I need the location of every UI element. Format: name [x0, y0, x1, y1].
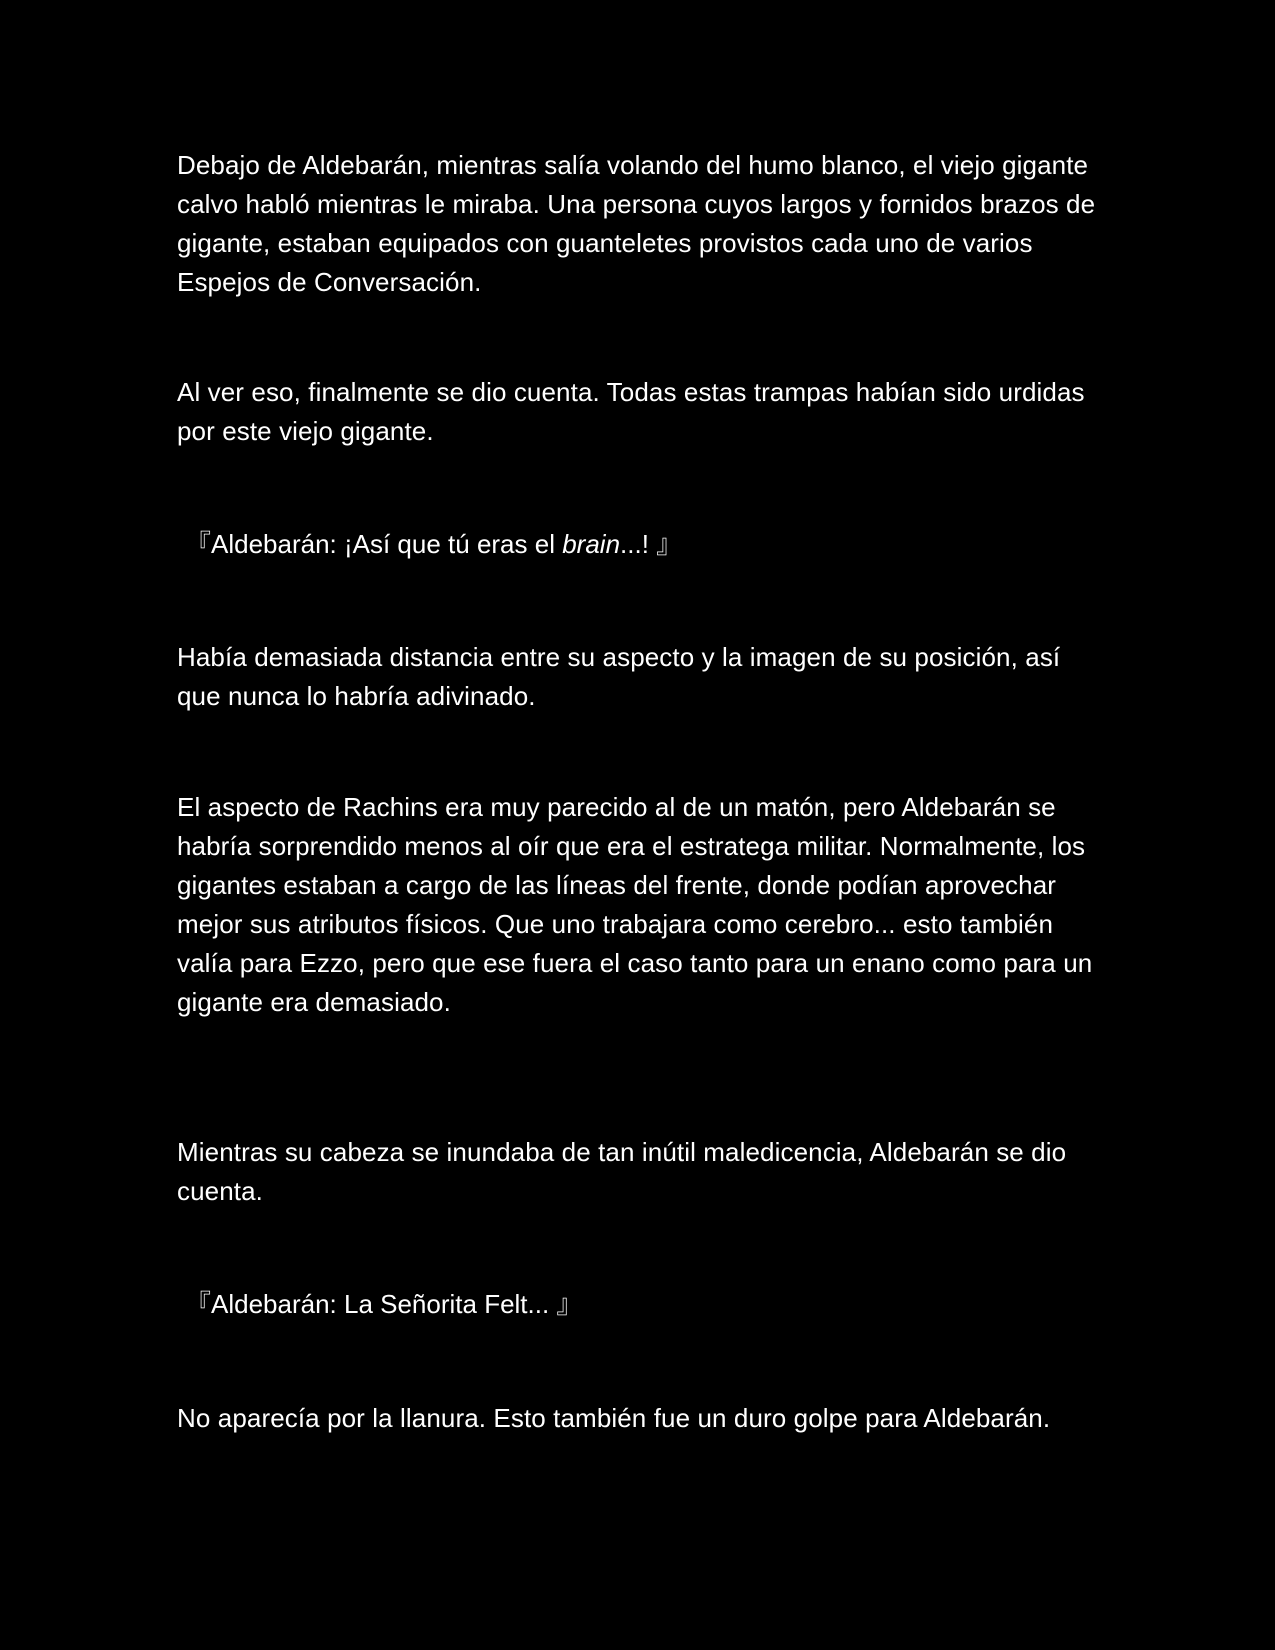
dialogue-1-italic: brain [562, 529, 621, 559]
paragraph-3: Había demasiada distancia entre su aspecto y la imagen de su posición, así que nunca lo habría adivinado. [177, 642, 1061, 711]
dialogue-line-1 [185, 525, 682, 564]
paragraph-6: No aparecía por la llanura. Esto también fue un duro golpe para Aldebarán. [177, 1403, 1051, 1433]
dialogue-1-close: ...! 』 [620, 529, 683, 559]
dialogue-1-open: 『Aldebarán: ¡Así que tú eras el [185, 529, 563, 559]
paragraph-2: Al ver eso, finalmente se dio cuenta. Todas estas trampas habían sido urdidas por este viejo gigante. [177, 377, 1085, 446]
paragraph-1: Debajo de Aldebarán, mientras salía volando del humo blanco, el viejo gigante calvo habló mientras le miraba. Una persona cuyos largos y fornidos brazos de gigante, estaban equipados con guanteletes provistos cada uno de varios Espejos de Conversación. [177, 150, 1096, 297]
dialogue-line-2: 『Aldebarán: La Señorita Felt... 』 [185, 1289, 583, 1319]
paragraph-5: Mientras su cabeza se inundaba de tan inútil maledicencia, Aldebarán se dio cuenta. [177, 1137, 1067, 1206]
paragraph-4: El aspecto de Rachins era muy parecido al de un matón, pero Aldebarán se habría sorprendido menos al oír que era el estratega militar. Normalmente, los gigantes estaban a cargo de las líneas del frente, donde podían aprovechar mejor sus atributos físicos. Que uno trabajara como cerebro... esto también valía para Ezzo, pero que ese fuera el caso tanto para un enano como para un gigante era demasiado. [177, 792, 1093, 1017]
